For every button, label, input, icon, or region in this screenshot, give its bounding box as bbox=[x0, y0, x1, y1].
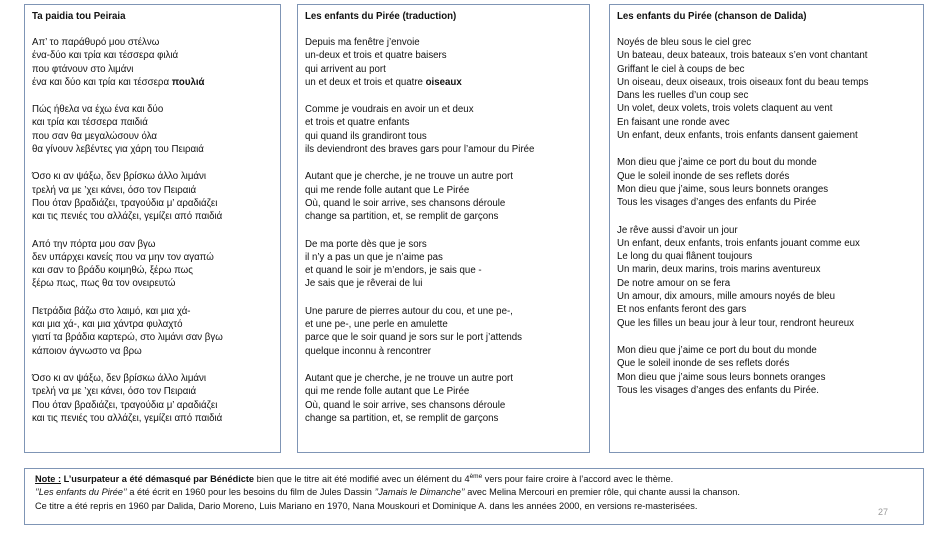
lyric-line: Mon dieu que j’aime, sous leurs bonnets oranges bbox=[617, 183, 829, 195]
lyric-line: δεν υπάρχει κανείς που να μην τον αγαπώ bbox=[32, 251, 214, 263]
lyric-line: Un volet, deux volets, trois volets claquent au vent bbox=[617, 103, 833, 115]
lyric-line: Πετράδια βάζω στο λαιμό, και μια χά- bbox=[32, 305, 191, 317]
lyric-line: En faisant une ronde avec bbox=[617, 116, 730, 128]
lyric-line: qui me rende folle autant que Le Pirée bbox=[305, 386, 470, 398]
stanza bbox=[617, 36, 916, 142]
lyric-line: Griffant le ciel à coups de bec bbox=[617, 63, 745, 75]
lyric-line: Et nos enfants feront des gars bbox=[617, 304, 747, 316]
lyric-line: qui me rende folle autant que Le Pirée bbox=[305, 184, 470, 196]
lyric-line: Autant que je cherche, je ne trouve un autre port bbox=[305, 372, 513, 384]
lyric-line: Un amour, dix amours, mille amours noyés de bleu bbox=[617, 291, 836, 303]
lyric-line: Comme je voudrais en avoir un et deux bbox=[305, 104, 474, 116]
lyric-line: Un bateau, deux bateaux, trois bateaux s’en vont chantant bbox=[617, 50, 868, 62]
lyric-line: Mon dieu que j’aime ce port du bout du monde bbox=[617, 157, 817, 169]
note-line: ’’Les enfants du Pirée’’ a été écrit en 1960 pour les besoins du film de Jules Dassin ’’Jamais le Dimanche’’ avec Melina Mercouri en premier rôle, qui chante aussi la chanson. bbox=[35, 487, 740, 498]
dalida-lyrics-panel bbox=[609, 4, 924, 453]
lyric-line: και σαν το βράδυ κοιμηθώ, ξέρω πως bbox=[32, 265, 193, 277]
stanza bbox=[305, 103, 582, 156]
lyric-line: Tous les visages d’anges des enfants du Pirée bbox=[617, 197, 817, 209]
lyric-line: De ma porte dès que je sors bbox=[305, 238, 427, 250]
lyric-line: Que le soleil inonde de ses reflets dorés bbox=[617, 170, 790, 182]
lyric-line: un-deux et trois et quatre baisers bbox=[305, 50, 447, 62]
lyric-line: Depuis ma fenêtre j’envoie bbox=[305, 37, 420, 48]
lyric-line: και τρία και τέσσερα παιδιά bbox=[32, 117, 148, 129]
lyric-line: Où, quand le soir arrive, ses chansons déroule bbox=[305, 197, 506, 209]
lyric-line: τρελή να με ’χει κάνει, όσο τον Πειραιά bbox=[32, 386, 197, 398]
stanza bbox=[32, 372, 273, 425]
stanza bbox=[305, 372, 582, 425]
lyric-line: et quand le soir je m’endors, je sais que - bbox=[305, 265, 482, 277]
lyric-line: και τις πενιές του αλλάζει, γεμίζει από παιδιά bbox=[32, 211, 223, 223]
lyric-line: change sa partition, et, se remplit de garçons bbox=[305, 412, 499, 424]
dalida-title: Les enfants du Pirée (chanson de Dalida) bbox=[617, 11, 807, 22]
lyric-line: Mon dieu que j’aime ce port du bout du monde bbox=[617, 344, 817, 356]
stanza bbox=[305, 238, 582, 291]
lyric-line: Je sais que je rêverai de lui bbox=[305, 278, 423, 290]
lyric-line: parce que le soir quand je sors sur le port j’attends bbox=[305, 332, 523, 344]
lyric-line: De notre amour on se fera bbox=[617, 277, 731, 289]
lyric-line: il n’y a pas un que je n’aime pas bbox=[305, 251, 443, 263]
lyric-line: και μια χά-, και μια χάντρα φυλαχτό bbox=[32, 319, 183, 331]
lyric-line: change sa partition, et, se remplit de garçons bbox=[305, 211, 499, 223]
lyric-line: Un oiseau, deux oiseaux, trois oiseaux font du beau temps bbox=[617, 76, 869, 88]
highlighted-word: πουλιά bbox=[171, 76, 205, 88]
lyric-line: qui quand ils grandiront tous bbox=[305, 130, 427, 142]
lyric-line: Autant que je cherche, je ne trouve un autre port bbox=[305, 171, 513, 183]
note-line: Ce titre a été repris en 1960 par Dalida, Dario Moreno, Luis Mariano en 1970, Nana Mouskouri et Dominique A. dans les années 2000, en versions re-masterisées. bbox=[35, 500, 698, 511]
lyric-line: Πώς ήθελα να έχω ένα και δύο bbox=[32, 104, 164, 116]
lyric-line: Mon dieu que j’aime sous leurs bonnets oranges bbox=[617, 371, 826, 383]
lyric-line: Noyés de bleu sous le ciel grec bbox=[617, 37, 752, 48]
stanza bbox=[32, 36, 273, 89]
lyric-line: Je rêve aussi d’avoir un jour bbox=[617, 224, 738, 236]
lyric-line: Που όταν βραδιάζει, τραγούδια μ’ αραδιάζει bbox=[32, 399, 218, 411]
lyric-line: Que le soleil inonde de ses reflets dorés bbox=[617, 358, 790, 370]
lyric-line: Le long du quai flânent toujours bbox=[617, 251, 753, 263]
lyric-line: Que les filles un beau jour à leur tour, rendront heureux bbox=[617, 317, 854, 329]
lyric-line: un et deux et trois et quatre oiseaux bbox=[305, 76, 462, 88]
lyric-line: που φτάνουν στο λιμάνι bbox=[32, 63, 134, 75]
greek-lyrics-panel bbox=[24, 4, 281, 453]
stanza bbox=[305, 170, 582, 223]
lyric-line: Όσο κι αν ψάξω, δεν βρίσκω άλλο λιμάνι bbox=[32, 372, 207, 384]
greek-title: Ta paidia tou Peiraia bbox=[32, 11, 126, 22]
translation-title: Les enfants du Pirée (traduction) bbox=[305, 11, 457, 22]
lyric-line: Un marin, deux marins, trois marins aventureux bbox=[617, 264, 821, 276]
lyric-line: Un enfant, deux enfants, trois enfants dansent gaiement bbox=[617, 130, 858, 142]
lyric-line: ξέρω πως, πως θα τον ονειρευτώ bbox=[32, 278, 176, 290]
stanza bbox=[32, 305, 273, 358]
lyric-line: τρελή να με ’χει κάνει, όσο τον Πειραιά bbox=[32, 184, 197, 196]
lyric-line: κάποιον άγνωστο να βρω bbox=[32, 345, 142, 357]
lyric-line: και τις πενιές του αλλάζει, γεμίζει από παιδιά bbox=[32, 412, 223, 424]
stanza bbox=[32, 103, 273, 156]
lyric-line: Tous les visages d’anges des enfants du Pirée. bbox=[617, 384, 819, 396]
lyric-line: θα γίνουν λεβέντες για χάρη του Πειραιά bbox=[32, 144, 204, 156]
note-label: Note : bbox=[35, 474, 62, 484]
lyric-line: Dans les ruelles d’un coup sec bbox=[617, 90, 749, 102]
lyric-line: Όσο κι αν ψάξω, δεν βρίσκω άλλο λιμάνι bbox=[32, 171, 207, 183]
stanza bbox=[32, 238, 273, 291]
lyric-line: et trois et quatre enfants bbox=[305, 117, 410, 129]
page-number: 27 bbox=[877, 507, 888, 517]
note-box bbox=[24, 468, 924, 525]
lyric-line: ένα-δύο και τρία και τέσσερα φιλιά bbox=[32, 50, 179, 62]
lyric-line: Un enfant, deux enfants, trois enfants jouant comme eux bbox=[617, 237, 860, 249]
lyric-line: Από την πόρτα μου σαν βγω bbox=[32, 238, 156, 250]
stanza bbox=[617, 156, 916, 209]
lyric-line: που σαν θα μεγαλώσουν όλα bbox=[32, 130, 158, 142]
lyric-line: et une pe-, une perle en amulette bbox=[305, 319, 448, 331]
lyric-line: γιατί τα βράδια καρτερώ, στο λιμάνι σαν βγω bbox=[32, 332, 223, 344]
lyric-line: ένα και δύο και τρία και τέσσερα πουλιά bbox=[32, 76, 205, 88]
lyric-line: ils deviendront des braves gars pour l’amour du Pirée bbox=[305, 144, 535, 156]
lyric-line: Où, quand le soir arrive, ses chansons déroule bbox=[305, 399, 506, 411]
lyric-line: quelque inconnu à rencontrer bbox=[305, 345, 432, 357]
translation-lyrics-panel bbox=[297, 4, 590, 453]
lyric-line: Une parure de pierres autour du cou, et une pe-, bbox=[305, 305, 513, 317]
stanza bbox=[617, 344, 916, 397]
stanza bbox=[32, 170, 273, 223]
lyric-line: Που όταν βραδιάζει, τραγούδια μ’ αραδιάζει bbox=[32, 197, 218, 209]
lyric-line: Απ’ το παράθυρό μου στέλνω bbox=[32, 37, 160, 48]
highlighted-word: oiseaux bbox=[425, 76, 462, 88]
stanza bbox=[305, 36, 582, 89]
stanza bbox=[305, 305, 582, 358]
stanza bbox=[617, 224, 916, 330]
lyric-line: qui arrivent au port bbox=[305, 63, 386, 75]
note-line: Note : L’usurpateur a été démasqué par Bénédicte bien que le titre ait été modifié avec un élément du 4ème vers pour faire croire à l’accord avec le thème. bbox=[35, 472, 674, 484]
